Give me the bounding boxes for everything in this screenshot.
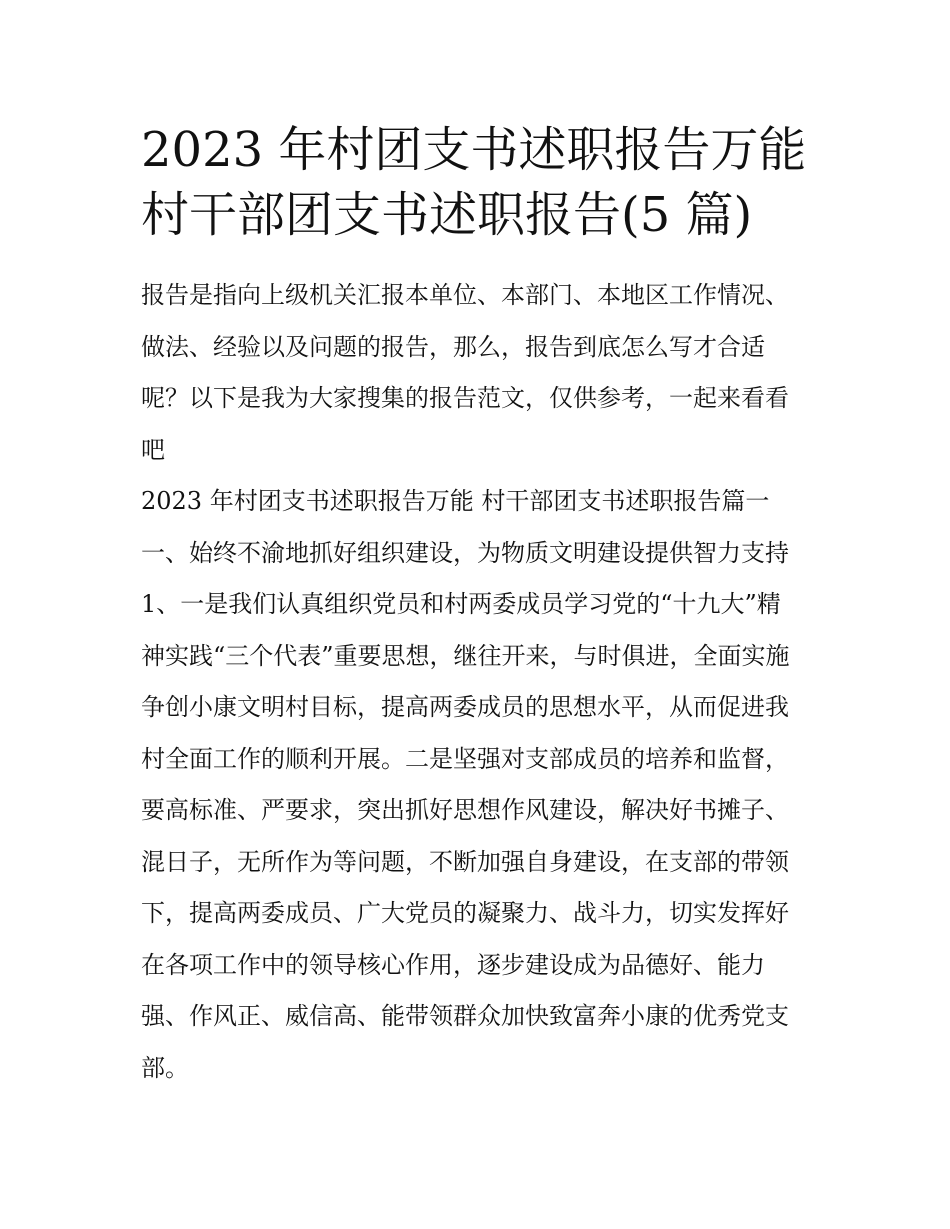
document-title bbox=[141, 118, 813, 248]
body-line: 神实践“三个代表”重要思想，继往开来，与时俱进，全面实施 bbox=[141, 641, 790, 670]
body-line: 要高标准、严要求，突出抓好思想作风建设，解决好书摊子、 bbox=[141, 796, 789, 824]
title-line-2: 村干部团支书述职报告(5 篇) bbox=[141, 187, 753, 243]
point-heading bbox=[141, 528, 813, 580]
intro-paragraph bbox=[141, 270, 813, 476]
intro-line: 吧 bbox=[141, 435, 165, 464]
document-page bbox=[141, 118, 813, 1094]
body-line: 强、作风正、威信高、能带领群众加快致富奔小康的优秀党支 bbox=[141, 1002, 789, 1030]
body-line: 1、一是我们认真组织党员和村两委成员学习党的“十九大”精 bbox=[141, 590, 781, 618]
document-body bbox=[141, 270, 813, 1094]
body-paragraph bbox=[141, 579, 813, 1094]
body-line: 村全面工作的顺利开展。二是坚强对支部成员的培养和监督， bbox=[141, 744, 789, 773]
intro-line: 报告是指向上级机关汇报本单位、本部门、本地区工作情况、 bbox=[141, 281, 789, 309]
body-line: 混日子，无所作为等问题，不断加强自身建设，在支部的带领 bbox=[141, 847, 789, 876]
body-line: 下，提高两委成员、广大党员的凝聚力、战斗力，切实发挥好 bbox=[141, 899, 789, 927]
section-heading-text: 2023 年村团支书述职报告万能 村干部团支书述职报告篇一 bbox=[141, 487, 770, 515]
intro-line: 呢？以下是我为大家搜集的报告范文，仅供参考，一起来看看 bbox=[141, 384, 789, 412]
point-heading-text: 一、始终不渝地抓好组织建设，为物质文明建设提供智力支持 bbox=[141, 538, 789, 567]
title-line-1: 2023 年村团支书述职报告万能 bbox=[141, 122, 807, 178]
body-line: 争创小康文明村目标，提高两委成员的思想水平，从而促进我 bbox=[141, 693, 789, 721]
body-line: 在各项工作中的领导核心作用，逐步建设成为品德好、能力 bbox=[141, 950, 765, 979]
body-line: 部。 bbox=[141, 1053, 189, 1082]
intro-line: 做法、经验以及问题的报告，那么，报告到底怎么写才合适 bbox=[141, 332, 765, 361]
section-heading bbox=[141, 476, 813, 528]
